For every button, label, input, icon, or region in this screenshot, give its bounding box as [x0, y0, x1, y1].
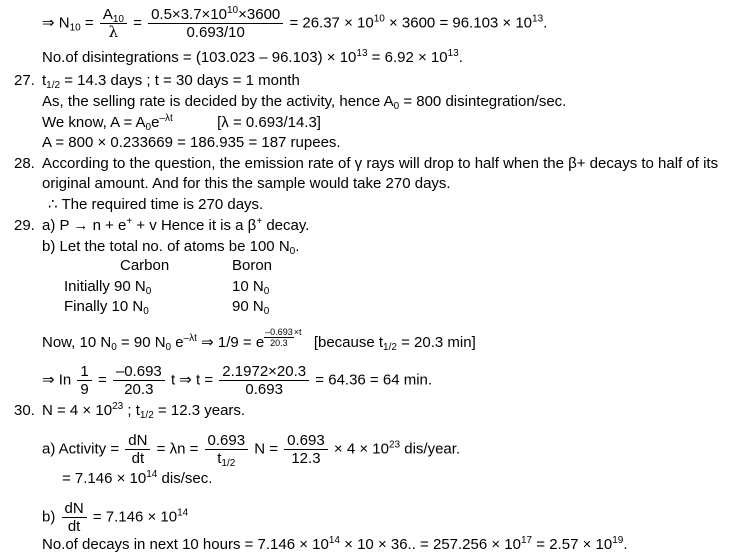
q28-line3: ∴ The required time is 270 days. [48, 196, 264, 213]
row-finally-boron: 90 $N_0$ [232, 298, 270, 317]
col-header-carbon: Carbon [120, 257, 170, 274]
q29-ln-equation: ⇒ In $\frac{1}{9}$ = $\frac{-0.693}{20.3}$ t ⇒ t = $\frac{2.1972\times 20.3}{0.693}$ = 64.36 = 64 min. [42, 363, 433, 398]
q28-line2: original amount. And for this the sample would take 270 days. [42, 175, 451, 192]
fraction-activity-calc: $\frac{0.5\times 3.7\times 10^{10}\times 3600}{0.693/10}$ [148, 6, 283, 41]
q27-line4: A = 800 × 0.233669 = 186.935 = 187 rupees. [42, 134, 341, 151]
no-of-disintegrations: No.of disintegrations = $(103.023 - 96.103) \times 10^{13} = 6.92 \times 10^{13}$. [42, 48, 463, 66]
q30-activity-result: = $7.146 \times 10^{14}$ dis/sec. [62, 469, 213, 487]
row-initially: Initially 90 $N_0$ [64, 278, 152, 297]
question-number-28: 28. [14, 155, 35, 172]
q27-line3: We know, $A = A_0e^{-\lambda t}$ [λ = 0.693/14.3] [42, 113, 321, 133]
q29-now-equation: Now, 10 $N_0 = 90$ $N_0$ $e^{-\lambda t}$ ⇒ 1/9 = e $\frac{-0.693}{20.3}$ $^{\times t}$ [because $t_{1/2} = 20.3$ min] [42, 327, 476, 353]
q28-line1: According to the question, the emission rate of γ rays will drop to half when the β+ decays to half of its [42, 155, 719, 172]
q29-part-b: b) Let the total no. of atoms be 100 $N_0$. [42, 238, 300, 257]
question-number-27: 27. [14, 72, 35, 89]
row-finally: Finally 10 $N_0$ [64, 298, 149, 317]
col-header-boron: Boron [232, 257, 273, 274]
q29-part-a: a) P → n + e+ + v Hence it is a β+ decay. [42, 216, 310, 234]
exponent-fraction: $\frac{-0.693}{20.3}$ [265, 327, 293, 348]
q27-line1: $t_{1/2} = 14.3$ days ; t = 30 days = 1 month [42, 72, 300, 91]
question-number-29: 29. [14, 217, 35, 234]
n10-equation: ⇒ $N_{10}$ = $\frac{A_{10}}{\lambda}$ = $\frac{0.5\times 3.7\times 10^{10}\times 3600}{0.693/10}$ = $26.37 \times 10^{10} \times 3600 = 96.103 \times 10^{13}$. [42, 5, 548, 41]
q30-part-b: b) $\frac{dN}{dt}$ = $7.146 \times 10^{14}$ [42, 500, 189, 535]
q30-decays-10-hours: No.of decays in next 10 hours = $7.146 \times 10^{14} \times 10 \times 36$.. = $257.256 \times 10^{17} = 2.57 \times 10^{19}$. [42, 535, 628, 553]
row-initially-boron: 10 $N_0$ [232, 278, 270, 297]
question-number-30: 30. [14, 402, 35, 419]
q30-given: $N = 4 \times 10^{23}$ ; $t_{1/2} = 12.3$ years. [42, 401, 246, 421]
q30-part-a: a) Activity = $\frac{dN}{dt}$ = λn = $\frac{0.693}{t_{1/2}}$ N = $\frac{0.693}{12.3}$ × $4 \times 10^{23}$ dis/year. [42, 432, 461, 469]
q27-line2: As, the selling rate is decided by the activity, hence $A_0 = 800$ disintegration/sec. [42, 93, 567, 112]
fraction-a10-lambda: $\frac{A_{10}}{\lambda}$ [100, 6, 127, 41]
